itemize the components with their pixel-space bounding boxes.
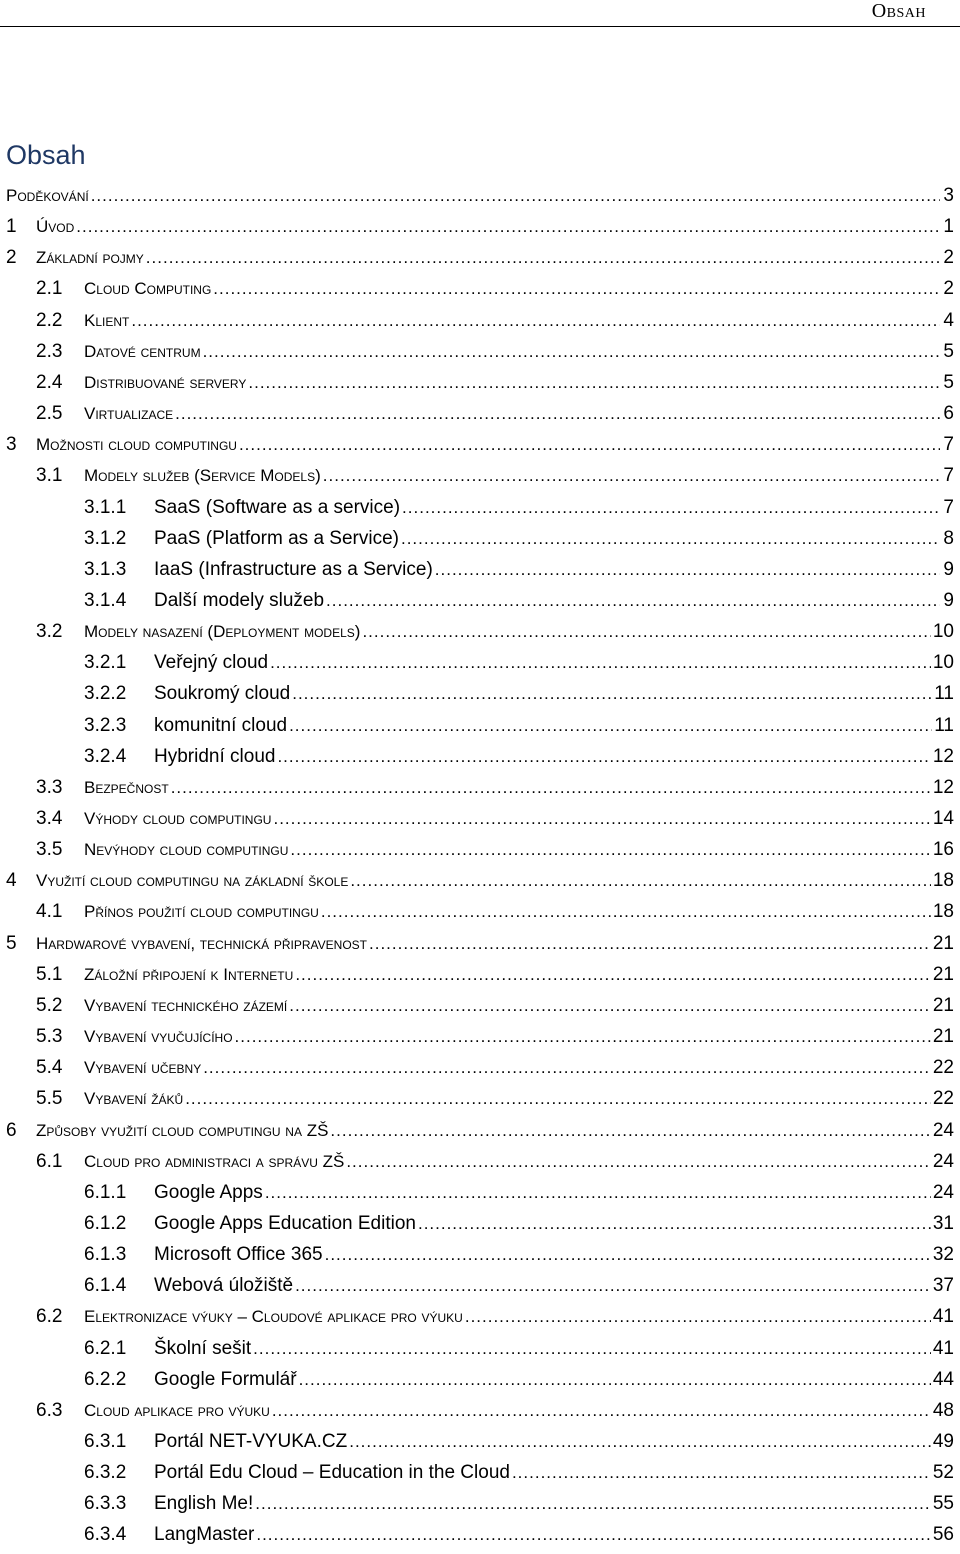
toc-dot-leader	[175, 398, 940, 429]
header-rule	[0, 26, 960, 27]
toc-entry-label: Záložní připojení k Internetu	[84, 964, 294, 984]
toc-entry-number: 3.5	[36, 839, 63, 861]
toc-entry[interactable]	[6, 865, 954, 896]
toc-dot-leader	[273, 803, 930, 834]
toc-entry-label: Vybavení vyučujícího	[84, 1027, 233, 1047]
toc-dot-leader	[203, 336, 940, 367]
toc-entry-page: 7	[943, 465, 954, 487]
toc-dot-leader	[91, 180, 940, 211]
toc-dot-leader	[350, 865, 931, 896]
toc-entry-number: 6.3.2	[84, 1462, 127, 1484]
toc-entry[interactable]	[84, 1364, 954, 1395]
toc-entry-label: Veřejný cloud	[154, 652, 269, 674]
toc-entry-label: Google Formulář	[154, 1368, 297, 1390]
toc-entry-number: 6.3.4	[84, 1524, 127, 1546]
toc-entry-page: 18	[932, 901, 954, 923]
running-header: Obsah	[871, 0, 926, 22]
toc-entry-number: 5.2	[36, 994, 63, 1016]
toc-entry-label: English Me!	[154, 1493, 254, 1515]
toc-entry-label: Bezpečnost	[84, 777, 169, 797]
toc-entry-number: 6.2.1	[84, 1337, 127, 1359]
toc-entry-number: 2.4	[36, 371, 63, 393]
toc-entry[interactable]	[36, 803, 954, 834]
toc-entry-page: 31	[932, 1212, 954, 1234]
page-title: Obsah	[6, 140, 86, 170]
toc-entry-number: 4	[6, 870, 17, 892]
toc-entry-number: 3.1.4	[84, 589, 127, 611]
toc-entry-number: 3.2.3	[84, 714, 127, 736]
toc-entry[interactable]	[36, 1083, 954, 1114]
toc-entry[interactable]	[36, 398, 954, 429]
toc-dot-leader	[277, 741, 930, 772]
toc-entry[interactable]	[84, 1239, 954, 1270]
toc-entry[interactable]	[36, 834, 954, 865]
toc-entry[interactable]	[36, 1301, 954, 1332]
toc-entry-number: 3.1	[36, 465, 63, 487]
toc-entry[interactable]	[84, 647, 954, 678]
toc-entry-page: 4	[943, 309, 954, 331]
toc-entry-number: 6.1.2	[84, 1212, 127, 1234]
toc-entry[interactable]	[6, 211, 954, 242]
toc-dot-leader	[292, 678, 932, 709]
toc-dot-leader	[289, 990, 931, 1021]
toc-entry-number: 6.3.1	[84, 1431, 127, 1452]
toc-entry-page: 21	[932, 994, 954, 1016]
toc-entry-number: 3.2.2	[84, 683, 127, 705]
toc-entry-page: 55	[932, 1493, 954, 1515]
toc-entry-page: 48	[932, 1399, 954, 1421]
toc-entry-page: 21	[932, 963, 954, 985]
toc-entry-label: Datové centrum	[84, 341, 201, 361]
toc-dot-leader	[330, 1115, 930, 1146]
toc-entry-label: Úvod	[36, 217, 75, 237]
toc-dot-leader	[272, 1395, 931, 1426]
toc-entry-page: 8	[943, 527, 954, 549]
toc-entry-page: 32	[932, 1244, 954, 1266]
toc-entry[interactable]	[36, 1052, 954, 1083]
toc-dot-leader	[418, 1208, 931, 1239]
toc-entry-number: 5.1	[36, 963, 63, 985]
toc-dot-leader	[465, 1301, 931, 1332]
toc-entry-page: 18	[932, 870, 954, 892]
toc-entry[interactable]	[84, 1519, 954, 1550]
toc-dot-leader	[270, 647, 931, 678]
toc-entry-number: 6.1.1	[84, 1181, 127, 1203]
toc-entry-label: Poděkování	[6, 186, 89, 205]
toc-entry[interactable]	[6, 928, 954, 959]
toc-entry-label: Přínos použití cloud computingu	[84, 902, 319, 922]
toc-entry[interactable]	[6, 429, 954, 460]
toc-entry[interactable]	[84, 678, 954, 709]
toc-entry-label: Modely služeb (Service Models)	[84, 466, 321, 486]
toc-entry-number: 6.2	[36, 1306, 63, 1328]
toc-entry-label: Distribuované servery	[84, 372, 247, 392]
toc-entry-page: 24	[932, 1119, 954, 1141]
toc-entry[interactable]	[6, 242, 954, 273]
toc-entry-number: 2.2	[36, 309, 63, 331]
toc-entry[interactable]	[84, 1426, 954, 1457]
toc-dot-leader	[349, 1426, 931, 1457]
toc-entry-label: Webová úložiště	[154, 1275, 294, 1297]
toc-dot-leader	[146, 242, 940, 273]
toc-entry-label: Cloud pro administraci a správu ZŠ	[84, 1151, 345, 1171]
toc-dot-leader	[401, 523, 940, 554]
toc-entry-number: 3.1.3	[84, 558, 127, 580]
toc-entry[interactable]	[36, 305, 954, 336]
toc-entry-page: 41	[932, 1306, 954, 1328]
toc-entry-label: Portál NET-VYUKA.CZ	[154, 1431, 348, 1452]
toc-entry[interactable]	[84, 554, 954, 585]
toc-entry-page: 52	[932, 1462, 954, 1484]
toc-entry-label: Klient	[84, 310, 130, 330]
toc-entry-number: 3	[6, 434, 17, 456]
toc-entry-page: 10	[932, 621, 954, 643]
toc-entry-number: 3.2.1	[84, 652, 127, 674]
toc-dot-leader	[131, 305, 940, 336]
toc-entry-number: 5.5	[36, 1088, 63, 1110]
toc-entry-page: 14	[932, 808, 954, 829]
toc-entry-label: Hardwarové vybavení, technická připravenost	[36, 933, 367, 953]
toc-dot-leader	[435, 554, 940, 585]
toc-entry[interactable]	[36, 772, 954, 803]
toc-entry-page: 11	[934, 714, 954, 736]
toc-entry[interactable]	[6, 180, 954, 211]
toc-entry-page: 7	[943, 496, 954, 518]
toc-entry-number: 6	[6, 1119, 17, 1141]
toc-entry-label: Využití cloud computingu na základní škole	[36, 871, 349, 891]
toc-dot-leader	[76, 211, 940, 242]
toc-dot-leader	[253, 1333, 931, 1364]
toc-entry-label: Hybridní cloud	[154, 745, 276, 767]
toc-entry[interactable]	[36, 460, 954, 491]
toc-entry[interactable]	[36, 1146, 954, 1177]
toc-entry-number: 3.2.4	[84, 745, 127, 767]
toc-entry-label: Modely nasazení (Deployment models)	[84, 622, 361, 642]
toc-entry-number: 2	[6, 247, 17, 269]
toc-entry-label: Soukromý cloud	[154, 683, 291, 705]
toc-entry-page: 22	[932, 1057, 954, 1079]
toc-entry-page: 24	[932, 1150, 954, 1172]
toc-entry-label: Možnosti cloud computingu	[36, 435, 237, 455]
toc-entry-number: 2.5	[36, 403, 63, 425]
toc-dot-leader	[512, 1457, 931, 1488]
toc-entry-page: 9	[943, 589, 954, 611]
toc-entry-page: 56	[932, 1524, 954, 1546]
toc-entry-number: 6.2.2	[84, 1368, 127, 1390]
toc-entry-number: 3.1.1	[84, 496, 127, 518]
toc-entry-page: 24	[932, 1181, 954, 1203]
toc-dot-leader	[171, 772, 931, 803]
toc-entry[interactable]	[84, 1333, 954, 1364]
toc-entry-label: Google Apps	[154, 1181, 263, 1203]
toc-entry-label: Microsoft Office 365	[154, 1244, 323, 1266]
toc-dot-leader	[362, 616, 930, 647]
toc-entry-page: 10	[932, 652, 954, 674]
toc-entry-label: Vybavení učebny	[84, 1058, 202, 1078]
toc-dot-leader	[256, 1519, 931, 1550]
toc-dot-leader	[185, 1083, 931, 1114]
toc-dot-leader	[346, 1146, 931, 1177]
toc-entry[interactable]	[36, 273, 954, 304]
toc-entry-label: Elektronizace výuky – Cloudové aplikace pro výuku	[84, 1307, 463, 1327]
toc-dot-leader	[213, 273, 940, 304]
toc-entry-page: 5	[943, 371, 954, 393]
toc-entry-page: 5	[943, 340, 954, 362]
toc-entry[interactable]	[84, 741, 954, 772]
toc-entry-page: 21	[932, 1026, 954, 1048]
toc-entry-page: 2	[943, 278, 954, 300]
toc-entry-number: 6.3	[36, 1399, 63, 1421]
toc-entry[interactable]	[36, 1021, 954, 1052]
toc-entry-page: 2	[943, 247, 954, 269]
toc-entry[interactable]	[36, 959, 954, 990]
toc-entry-label: Nevýhody cloud computingu	[84, 840, 289, 860]
toc-entry[interactable]	[36, 896, 954, 927]
toc-entry-label: IaaS (Infrastructure as a Service)	[154, 558, 433, 580]
toc-dot-leader	[299, 1364, 931, 1395]
toc-entry-page: 37	[932, 1275, 954, 1297]
toc-entry[interactable]	[84, 523, 954, 554]
toc-dot-leader	[295, 1270, 931, 1301]
toc-entry-number: 3.1.2	[84, 527, 127, 549]
toc-entry-label: Školní sešit	[154, 1337, 252, 1359]
toc-entry[interactable]	[36, 616, 954, 647]
toc-dot-leader	[239, 429, 940, 460]
toc-entry-label: SaaS (Software as a service)	[154, 496, 401, 518]
toc-entry[interactable]	[84, 1457, 954, 1488]
toc-entry-label: komunitní cloud	[154, 714, 288, 736]
toc-dot-leader	[369, 928, 931, 959]
toc-entry[interactable]	[36, 336, 954, 367]
toc-entry-page: 16	[932, 839, 954, 861]
toc-entry[interactable]	[36, 367, 954, 398]
toc-entry-page: 22	[932, 1088, 954, 1110]
toc-entry-page: 49	[932, 1431, 954, 1452]
toc-entry-page: 6	[943, 403, 954, 425]
toc-entry-label: Vybavení žáků	[84, 1089, 184, 1109]
toc-entry-label: Vybavení technického zázemí	[84, 995, 288, 1015]
toc-entry-number: 3.2	[36, 621, 63, 643]
toc-dot-leader	[325, 1239, 931, 1270]
toc-entry-page: 21	[932, 932, 954, 954]
toc-entry-number: 4.1	[36, 901, 63, 923]
toc-entry-label: Další modely služeb	[154, 589, 325, 611]
toc-entry[interactable]	[84, 1208, 954, 1239]
toc-dot-leader	[255, 1488, 931, 1519]
toc-entry-number: 2.1	[36, 278, 63, 300]
toc-entry-label: PaaS (Platform as a Service)	[154, 527, 399, 549]
toc-entry-number: 1	[6, 216, 17, 238]
toc-entry-page: 1	[943, 216, 954, 238]
toc-entry-label: Cloud Computing	[84, 279, 212, 299]
toc-entry-page: 41	[932, 1337, 954, 1359]
toc-entry-number: 2.3	[36, 340, 63, 362]
toc-entry-page: 44	[932, 1368, 954, 1390]
toc-entry[interactable]	[84, 1488, 954, 1519]
toc-entry-number: 6.1	[36, 1150, 63, 1172]
toc-entry-number: 6.1.4	[84, 1275, 127, 1297]
toc-entry[interactable]	[36, 990, 954, 1021]
toc-dot-leader	[235, 1021, 931, 1052]
toc-entry-label: Google Apps Education Edition	[154, 1212, 416, 1234]
toc-entry[interactable]	[84, 710, 954, 741]
toc-entry[interactable]	[84, 1177, 954, 1208]
toc-dot-leader	[265, 1177, 931, 1208]
toc-entry-label: Výhody cloud computingu	[84, 809, 272, 828]
toc-entry[interactable]	[84, 492, 954, 523]
toc-entry-label: Cloud aplikace pro výuku	[84, 1400, 270, 1420]
toc-entry[interactable]	[84, 585, 954, 616]
toc-dot-leader	[326, 585, 940, 616]
toc-dot-leader	[203, 1052, 931, 1083]
toc-entry[interactable]	[36, 1395, 954, 1426]
toc-entry-page: 7	[943, 434, 954, 456]
toc-dot-leader	[323, 460, 940, 491]
toc-dot-leader	[295, 959, 931, 990]
toc-entry-number: 3.3	[36, 776, 63, 798]
toc-entry-page: 12	[932, 776, 954, 798]
toc-entry[interactable]	[84, 1270, 954, 1301]
toc-entry-number: 5.4	[36, 1057, 63, 1079]
toc-dot-leader	[289, 710, 932, 741]
toc-entry-page: 9	[943, 558, 954, 580]
toc-entry-label: LangMaster	[154, 1524, 255, 1546]
toc-entry-page: 12	[932, 745, 954, 767]
toc-entry-label: Portál Edu Cloud – Education in the Cloud	[154, 1462, 510, 1484]
toc-entry[interactable]	[6, 1115, 954, 1146]
toc-dot-leader	[248, 367, 940, 398]
toc-entry-page: 3	[943, 185, 954, 206]
toc-dot-leader	[321, 896, 931, 927]
toc-entry-number: 6.3.3	[84, 1493, 127, 1515]
toc-entry-label: Základní pojmy	[36, 248, 144, 268]
toc-dot-leader	[402, 492, 940, 523]
toc-entry-number: 6.1.3	[84, 1244, 127, 1266]
toc-entry-page: 11	[934, 683, 954, 705]
toc-dot-leader	[290, 834, 930, 865]
toc-entry-label: Způsoby využití cloud computingu na ZŠ	[36, 1120, 329, 1140]
toc-entry-label: Virtualizace	[84, 404, 174, 424]
toc-entry-number: 5	[6, 932, 17, 954]
toc-entry-number: 5.3	[36, 1026, 63, 1048]
toc-entry-number: 3.4	[36, 808, 63, 829]
